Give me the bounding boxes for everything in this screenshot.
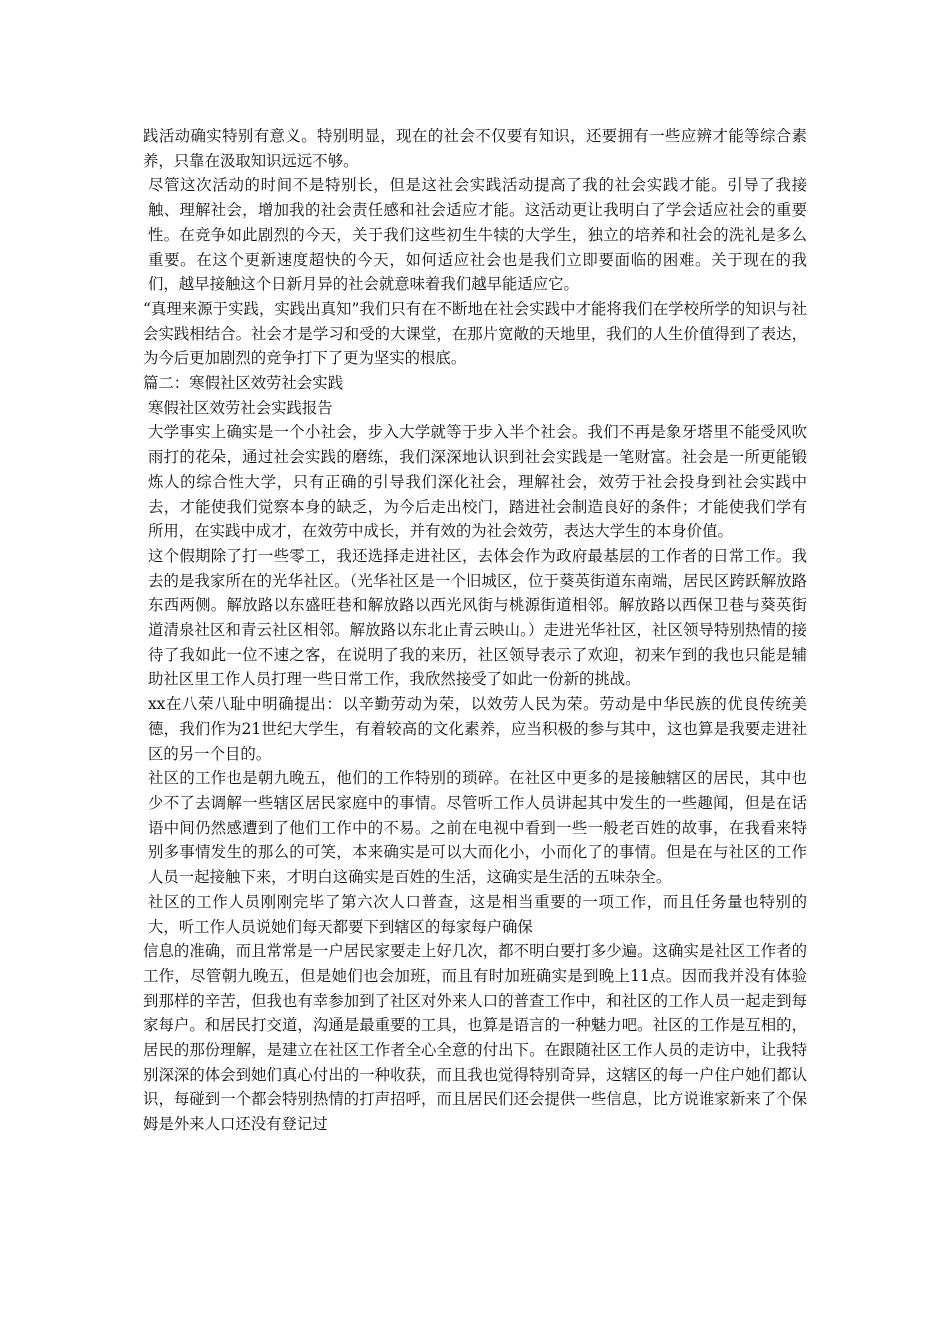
paragraph-university-society: 大学事实上确实是一个小社会，步入大学就等于步入半个社会。我们不再是象牙塔里不能受风吹雨打的花朵，通过社会实践的磨练，我们深深地认识到社会实践是一笔财富。社会是一所更能锻炼人的综合性大学，只有正确的引导我们深化社会，理解社会，效劳于社会投身到社会实践中去，才能使我们觉察本身的缺乏，为今后走出校门，踏进社会制造良好的条件；才能使我们学有所用，在实践中成才，在效劳中成长，并有效的为社会效劳，表达大学生的本身价值。 xyxy=(148,423,807,541)
section-heading-part-two: 篇二：寒假社区效劳社会实践 xyxy=(143,374,344,393)
paragraph-activity-reflection: 尽管这次活动的时间不是特别长，但是这社会实践活动提高了我的社会实践才能。引导了我接触、理解社会，增加我的社会责任感和社会适应才能。这活动更让我明白了学会适应社会的重要性。在竞争如此剧烈的今天，关于我们这些初生牛犊的大学生，独立的培养和社会的洗礼是多么重要。在这个更新速度超快的今天，如何适应社会也是我们立即要面临的困难。关于现在的我们，越早接触这个日新月异的社会就意味着我们越早能适应它。 xyxy=(148,176,807,294)
paragraph-community-work: 社区的工作也是朝九晚五，他们的工作特别的琐碎。在社区中更多的是接触辖区的居民，其中也少不了去调解一些辖区居民家庭中的事情。尽管听工作人员讲起其中发生的一些趣闻，但是在话语中间仍然感遭到了他们工作中的不易。之前在电视中看到一些一般老百姓的故事，在我看来特别多事情发生的那么的可笑，本来确实是可以大而化小，小而化了的事情。但是在与社区的工作人员一起接触下来，才明白这确实是百姓的生活，这确实是生活的五味杂全。 xyxy=(148,769,807,887)
report-title: 寒假社区效劳社会实践报告 xyxy=(148,398,333,417)
paragraph-truth-from-practice: “真理来源于实践，实践出真知”我们只有在不断地在社会实践中才能将我们在学校所学的知识与社会实践相结合。社会才是学习和受的大课堂，在那片宽敞的天地里，我们的人生价值得到了表达，为今后更加剧烈的竞争打下了更为坚实的根底。 xyxy=(143,299,807,368)
document-body xyxy=(143,124,807,1137)
paragraph-guanghua-community: 这个假期除了打一些零工，我还选择走进社区，去体会作为政府最基层的工作者的日常工作。我去的是我家所在的光华社区。（光华社区是一个旧城区，位于葵英街道东南端，居民区跨跃解放路东西两侧。解放路以东盛旺巷和解放路以西光风街与桃源街道相邻。解放路以西保卫巷与葵英街道清泉社区和青云社区相邻。解放路以东北止青云映山。）走进光华社区，社区领导特别热情的接待了我如此一位不速之客，在说明了我的来历，社区领导表示了欢迎，初来乍到的我也只能是辅助社区里工作人员打理一些日常工作，我欣然接受了如此一份新的挑战。 xyxy=(148,546,807,689)
paragraph-census-work: 社区的工作人员刚刚完毕了第六次人口普查，这是相当重要的一项工作，而且任务量也特别的大，听工作人员说她们每天都要下到辖区的每家每户确保 xyxy=(148,892,807,936)
paragraph-census-continuation: 信息的准确，而且常常是一户居民家要走上好几次，都不明白要打多少遍。这确实是社区工作者的工作，尽管朝九晚五，但是她们也会加班，而且有时加班确实是到晚上11点。因而我并没有体验到那样的辛苦，但我也有幸参加到了社区对外来人口的普查工作中，和社区的工作人员一起走到每家每户。和居民打交道，沟通是最重要的工具，也算是语言的一种魅力吧。社区的工作是互相的，居民的那份理解，是建立在社区工作者全心全意的付出下。在跟随社区工作人员的走访中，让我特别深深的体会到她们真心付出的一种收获，而且我也觉得特别奇异，这辖区的每一户住户她们都认识，每碰到一个都会特别热情的打声招呼，而且居民们还会提供一些信息，比方说谁家新来了个保姆是外来人口还没有登记过 xyxy=(143,942,807,1134)
paragraph-intro-continuation: 践活动确实特别有意义。特别明显，现在的社会不仅要有知识，还要拥有一些应辨才能等综合素养，只靠在汲取知识远远不够。 xyxy=(143,127,807,170)
paragraph-eight-honors: xx在八荣八耻中明确提出：以辛勤劳动为荣，以效劳人民为荣。劳动是中华民族的优良传统美德，我们作为21世纪大学生，有着较高的文化素养，应当积极的参与其中，这也算是我要走进社区的另一个目的。 xyxy=(148,695,807,763)
